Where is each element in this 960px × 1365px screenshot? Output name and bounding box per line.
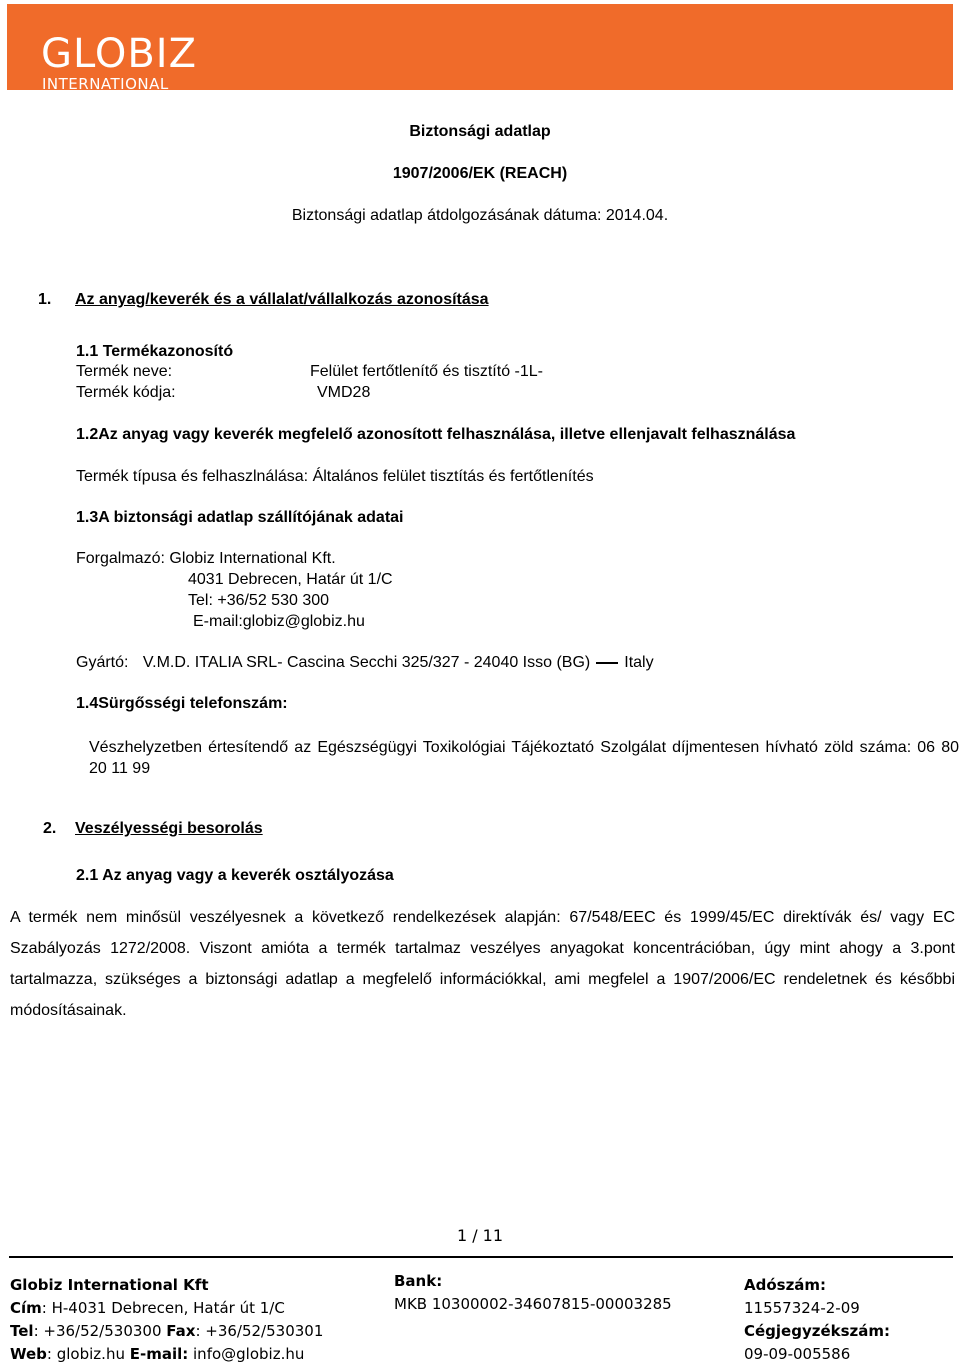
section-2-number: 2. [43,820,57,837]
footer-web-email: Web: globiz.hu E-mail: info@globiz.hu [10,1345,305,1363]
company-logo: GLOBIZ [41,31,197,77]
footer-web-link[interactable]: : globiz.hu [46,1345,130,1363]
distributor: Forgalmazó: Globiz International Kft. [76,550,336,567]
page-number: 1 / 11 [456,1226,504,1245]
regulation-title: 1907/2006/EK (REACH) [392,165,568,182]
footer-reg-value: 09-09-005586 [744,1345,851,1363]
footer-company: Globiz International Kft [10,1276,209,1294]
footer-bank-value: MKB 10300002-34607815-00003285 [394,1295,672,1313]
document-title: Biztonsági adatlap [409,123,551,140]
footer-bank-label: Bank: [394,1272,443,1290]
distributor-email: E-mail:globiz@globiz.hu [193,613,365,630]
manufacturer: V.M.D. ITALIA SRL- Cascina Secchi 325/327 - 24040 Isso (BG) [142,654,591,671]
footer-rule [9,1256,953,1258]
manufacturer-country: Italy [624,654,654,671]
section-1-title: Az anyag/keverék és a vállalat/vállalkozás azonosítása [75,291,489,308]
section-2-1-title: 2.1 Az anyag vagy a keverék osztályozása [76,867,394,884]
footer-tax-label: Adószám: [744,1276,827,1294]
section-1-4-title: 1.4Sürgősségi telefonszám: [76,695,288,712]
section-1-3-title: 1.3A biztonsági adatlap szállítójának adatai [76,509,404,526]
manufacturer-line [76,654,654,672]
section-1-number: 1. [38,291,52,308]
product-code-label: Termék kódja: [76,384,176,401]
section-2-title: Veszélyességi besorolás [75,820,263,837]
revision-date: Biztonsági adatlap átdolgozásának dátuma: 2014.04. [291,207,669,224]
section-1-1-title: 1.1 Termékazonosító [76,343,234,360]
distributor-tel: Tel: +36/52 530 300 [188,592,330,609]
header-banner [7,4,953,93]
dash-divider [596,662,618,664]
company-logo-subtitle: INTERNATIONAL [42,75,169,93]
section-1-2-title: 1.2Az anyag vagy keverék megfelelő azonosított felhasználása, illetve ellenjavalt felhasználása [76,426,796,443]
footer-address: Cím: H-4031 Debrecen, Határ út 1/C [10,1299,285,1317]
product-code: VMD28 [317,384,371,401]
product-name-label: Termék neve: [76,363,173,380]
section-1-2-text: Termék típusa és felhaszlnálása: Általános felület tisztítás és fertőtlenítés [76,468,594,485]
footer-phone-fax: Tel: +36/52/530300 Fax: +36/52/530301 [10,1322,324,1340]
footer-email-link[interactable]: info@globiz.hu [188,1345,305,1363]
footer-reg-label: Cégjegyzékszám: [744,1322,891,1340]
footer-tax-value: 11557324-2-09 [744,1299,860,1317]
section-1-4-text: Vészhelyzetben értesítendő az Egészségügyi Toxikológiai Tájékoztató Szolgálat díjmentesen hívható zöld száma: 06 80 20 11 99 [89,739,959,777]
distributor-address: 4031 Debrecen, Határ út 1/C [188,571,393,588]
section-2-1-text: A termék nem minősül veszélyesnek a következő rendelkezések alapján: 67/548/EEC és 1999/45/EC direktívák és/ vagy EC Szabályozás 1272/2008. Viszont amióta a termék tartalmaz veszélyes anyagokat koncentrációban, úgy mint ahogy a 3.pont tartalmazza, szükséges a biztonsági adatlap a megfelelő információkkal, ami megfelel a 1907/2006/EC rendeletnek és későbbi módosításainak. [10,909,955,1019]
product-name: Felület fertőtlenítő és tisztító -1L- [310,363,543,380]
manufacturer-label: Gyártó: [76,654,129,671]
